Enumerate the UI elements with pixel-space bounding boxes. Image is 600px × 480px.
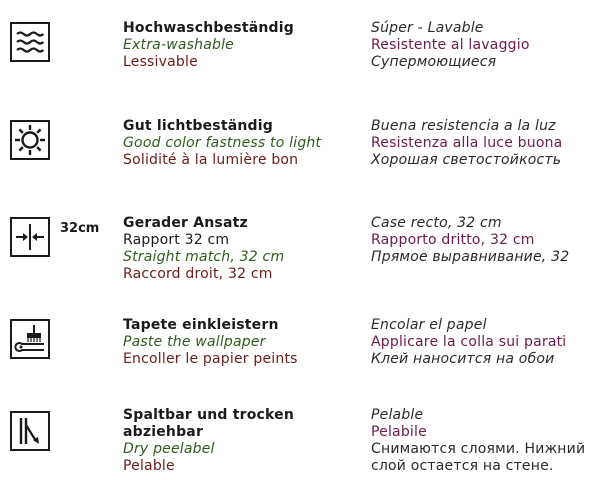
label-column-es-it-ru xyxy=(371,20,530,71)
label-column-es-it-ru xyxy=(371,118,562,169)
label-column-de-en-fr xyxy=(123,215,284,283)
repeat-measure: 32cm xyxy=(60,221,100,236)
lightfast-sun-icon xyxy=(10,120,50,160)
label-column-de-en-fr xyxy=(123,20,294,71)
german-label-cont: abziehbar xyxy=(123,424,204,440)
italian-label: Rapporto dritto, 32 cm xyxy=(371,232,535,248)
french-label: Encoller le papier peints xyxy=(123,351,298,367)
italian-label: Pelabile xyxy=(371,424,427,440)
straight-match-arrows-icon xyxy=(10,217,50,257)
italian-label: Resistenza alla luce buona xyxy=(371,135,563,151)
paste-the-wallpaper-icon xyxy=(10,319,50,359)
russian-label: Снимаются слоями. Нижний xyxy=(371,441,586,457)
russian-label-cont: слой остается на стене. xyxy=(371,458,554,474)
label-column-de-en-fr xyxy=(123,317,298,368)
russian-label: Прямое выравнивание, 32 xyxy=(371,249,570,265)
spanish-label: Case recto, 32 cm xyxy=(371,215,502,231)
french-label: Raccord droit, 32 cm xyxy=(123,266,273,282)
english-label: Paste the wallpaper xyxy=(123,334,266,350)
french-label: Lessivable xyxy=(123,54,198,70)
german-label: Tapete einkleistern xyxy=(123,317,279,333)
spanish-label: Encolar el papel xyxy=(371,317,487,333)
german-label: Hochwaschbeständig xyxy=(123,20,294,36)
english-label: Extra-washable xyxy=(123,37,234,53)
label-column-de-en-fr xyxy=(123,407,294,475)
german-label: Gut lichtbeständig xyxy=(123,118,273,134)
russian-label: Клей наносится на обои xyxy=(371,351,555,367)
german-label: Spaltbar und trocken xyxy=(123,407,295,423)
german-repeat-label: Rapport 32 cm xyxy=(123,232,230,248)
label-column-es-it-ru xyxy=(371,215,569,266)
russian-label: Хорошая светостойкость xyxy=(371,152,562,168)
italian-label: Applicare la colla sui parati xyxy=(371,334,567,350)
spanish-label: Súper - Lavable xyxy=(371,20,484,36)
russian-label: Супермоющиеся xyxy=(371,54,497,70)
french-label: Pelable xyxy=(123,458,175,474)
label-column-es-it-ru xyxy=(371,407,585,475)
label-column-es-it-ru xyxy=(371,317,566,368)
english-label: Straight match, 32 cm xyxy=(123,249,285,265)
spanish-label: Buena resistencia a la luz xyxy=(371,118,556,134)
dry-peelable-icon xyxy=(10,411,50,451)
english-label: Good color fastness to light xyxy=(123,135,322,151)
english-label: Dry peelabel xyxy=(123,441,215,457)
french-label: Solidité à la lumière bon xyxy=(123,152,299,168)
spanish-label: Pelable xyxy=(371,407,424,423)
label-column-de-en-fr xyxy=(123,118,321,169)
extra-washable-waves-icon xyxy=(10,22,50,62)
italian-label: Resistente al lavaggio xyxy=(371,37,530,53)
german-label: Gerader Ansatz xyxy=(123,215,248,231)
